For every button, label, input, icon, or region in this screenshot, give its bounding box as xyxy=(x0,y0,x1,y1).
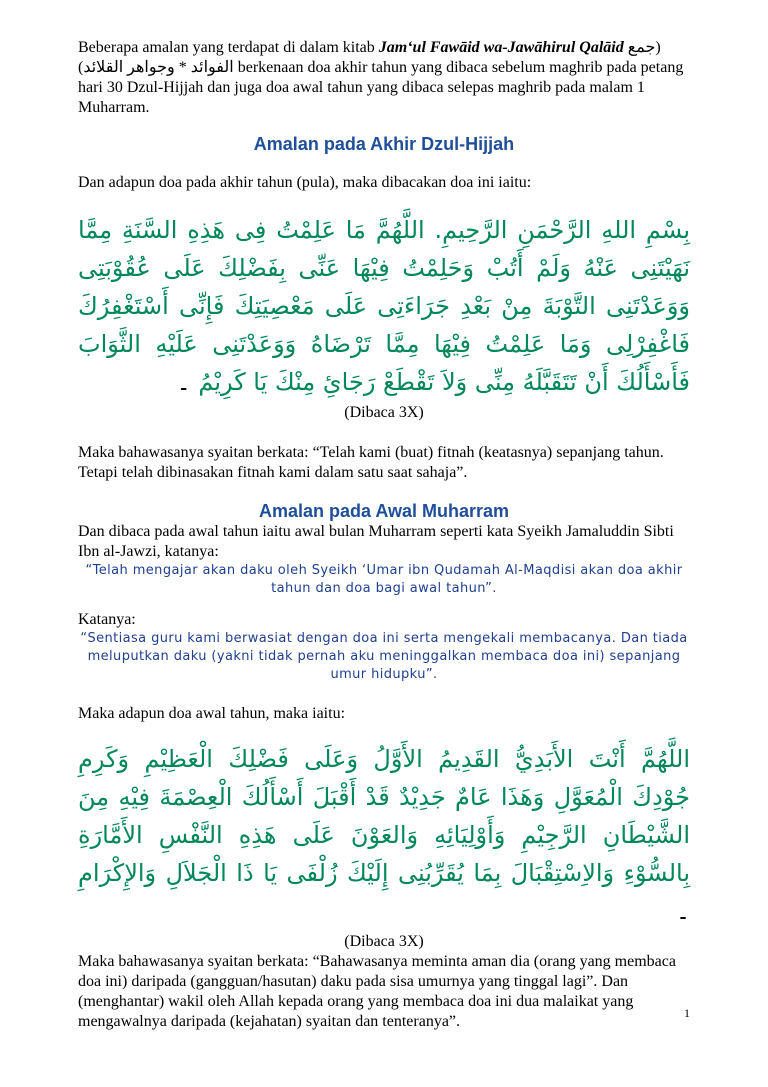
akhir-lead-text: Dan adapun doa pada akhir tahun (pula), maka dibacakan doa ini iaitu: xyxy=(78,174,532,191)
awal-lead2-text: Maka adapun doa awal tahun, maka iaitu: xyxy=(78,705,346,722)
intro-paragraph xyxy=(78,38,690,118)
akhir-closing-text: Maka bahawasanya syaitan berkata: “Telah kami (buat) fitnah (keatasnya) sepanjang tahun. Tetapi telah dibinasakan fitnah kami dalam satu saat sahaja”. xyxy=(78,444,664,481)
quote-umar-ibn-qudamah: “Telah mengajar akan daku oleh Syeikh ‘Umar ibn Qudamah Al-Maqdisi akan doa akhir tahun dan doa bagi awal tahun”. xyxy=(85,563,683,596)
akhir-repeat-note: (Dibaca 3X) xyxy=(344,404,424,421)
awal-tahun-dua xyxy=(78,740,690,930)
awal-dua-end: ۔ xyxy=(675,897,690,925)
akhir-dua-text: بِسْمِ اللهِ الرَّحْمَنِ الرَّحِيمِ. اللَّهُمَّ مَا عَلِمْتُ فِى هَذِهِ السَّنَةِ مِمَّا نَهَيْتَنِى عَنْهُ وَلَمْ أَتُبْ وَحَلِمْتُ فِيْهَا عَنِّى بِفَضْلِكَ عَلَى عُقُوْبَتِى وَوَعَدْتَنِى التَّوْبَةَ مِنْ بَعْدِ جَرَاءَتِى عَلَى مَعْصِيَتِكَ فَإِنِّى أَسْتَغْفِرُكَ فَاغْفِرْلِى وَمَا عَلِمْتُ فِيْهَا مِمَّا تَرْضَاهُ وَوَعَدْتَنِى عَلَيْهِ الثَّوَابَ فَأَسْأَلُكَ أَنْ تَتَقَبَّلَهُ مِنِّى وَلاَ تَقْطَعْ رَجَائِ مِنْكَ يَا كَرِيْمُ xyxy=(78,216,690,396)
akhir-dua-end: ۔ xyxy=(176,368,191,396)
quote-guru-wasiat: “Sentiasa guru kami berwasiat dengan doa ini serta mengekali membacanya. Dan tiada meluputkan daku (yakni tidak pernah aku meninggalkan membaca doa ini) sepanjang umur hidupku”. xyxy=(80,631,688,682)
document-page xyxy=(78,36,690,1032)
heading-akhir-dzul-hijjah: Amalan pada Akhir Dzul-Hijjah xyxy=(253,134,515,154)
awal-repeat-note: (Dibaca 3X) xyxy=(344,933,424,950)
page-number: 1 xyxy=(684,1006,690,1020)
awal-dua-text: اللَّهُمَّ أَنْتَ الأَبَدِيُّ القَدِيمُ الأَوَّلُ وَعَلَى فَضْلِكَ الْعَظِيْمِ وَكَرِمِ جُوْدِكَ الْمُعَوَّلِ وَهَذَا عَامٌ جَدِيْدٌ قَدْ أَقْبَلَ أَسْأَلُكَ الْعِصْمَةَ فِيْهِ مِنَ الشَّيْطَانِ الرَّجِيْمِ وَأَوْلِيَائِهِ وَالعَوْنَ عَلَى هَذِهِ النَّفْسِ الأَمَّارَةِ بِالسُّوْءِ وَالاِسْتِقْبَالَ بِمَا يُقَرِّبُنِى إِلَيْكَ زُلْفَى يَا ذَا الْجَلاَلِ وَالإِكْرَامِ xyxy=(78,745,690,887)
book-title: Jam‘ul Fawāid wa-Jawāhirul Qalāid xyxy=(378,39,624,56)
book-arabic-title: (جمع الفوائد * وجواهر القلائد) xyxy=(78,39,661,76)
heading-awal-muharram: Amalan pada Awal Muharram xyxy=(258,501,510,521)
katanya-label: Katanya: xyxy=(78,611,136,628)
akhir-tahun-dua xyxy=(78,211,690,401)
awal-lead-text: Dan dibaca pada awal tahun iaitu awal bulan Muharram seperti kata Syeikh Jamaluddin Sibti Ibn al-Jawzi, katanya: xyxy=(78,523,674,560)
awal-closing-text: Maka bahawasanya syaitan berkata: “Bahawasanya meminta aman dia (orang yang membaca doa ini) daripada (gangguan/hasutan) daku pada sisa umurnya yang tinggal lagi”. Dan (menghantar) wakil oleh Allah kepada orang yang membaca doa ini dua malaikat yang mengawalnya daripada (kejahatan) syaitan dan tenteranya”. xyxy=(78,953,676,1030)
intro-suffix: berkenaan doa akhir tahun yang dibaca sebelum maghrib pada petang hari 30 Dzul-Hijjah dan juga doa awal tahun yang dibaca selepas maghrib pada malam 1 Muharram. xyxy=(78,59,684,116)
intro-prefix: Beberapa amalan yang terdapat di dalam kitab xyxy=(78,39,379,56)
